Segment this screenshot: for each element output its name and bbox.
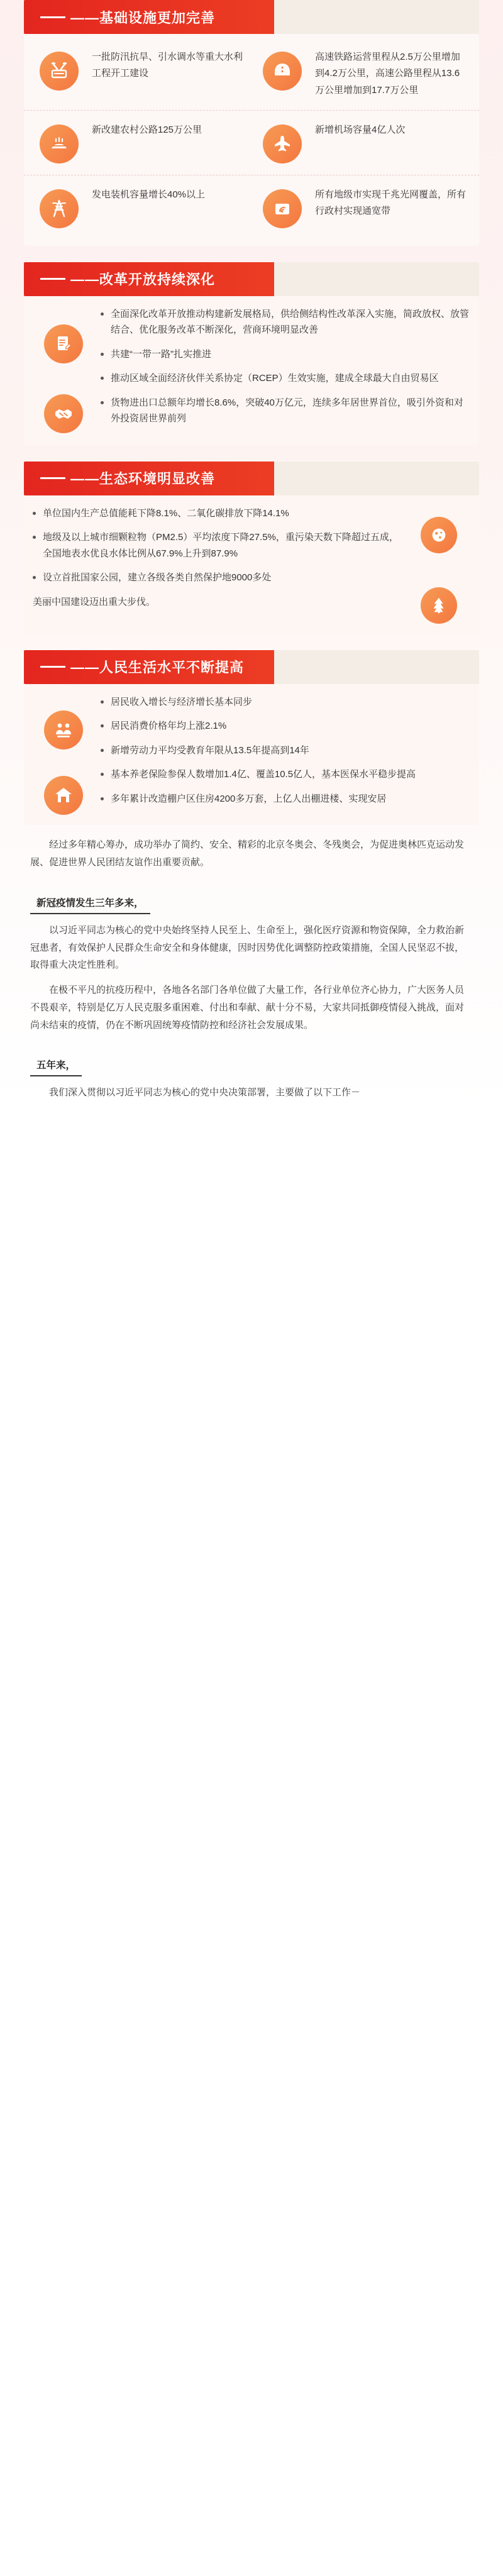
icon-cell [26,122,92,163]
item-text: 新改建农村公路125万公里 [92,124,202,135]
livelihood-content [24,684,479,826]
list-item: 基本养老保险参保人数增加1.4亿、覆盖10.5亿人，基本医保水平稳步提高 [101,766,472,783]
ecology-tail-text: 美丽中国建设迈出重大步伐。 [33,596,156,607]
house-icon [44,776,83,815]
section-title: ——生态环境明显改善 [70,471,216,487]
section-ecology [0,462,503,634]
infrastructure-cards [24,34,479,246]
section-title: ——人民生活水平不断提高 [70,660,245,676]
epidemic-heading: 新冠疫情发生三年多来， [30,883,150,914]
section-livelihood [0,650,503,1102]
banner-dash-icon [40,666,65,668]
epidemic-paragraph-1: 以习近平同志为核心的党中央始终坚持人民至上、生命至上，强化医疗资源和物资保障，全力救治新冠患者，有效保护人民群众生命安全和身体健康，因时因势优化调整防控政策措施，全国人民坚忍不拔，取得重大决定性胜利。 [30,924,465,971]
epidemic-paragraph-2: 在极不平凡的抗疫历程中，各地各名部门各单位做了大量工作，各行业单位齐心协力，广大医务人员不畏艰辛，特别是亿万人民克服多重困难、付出和奉献、献十分不易，大家共同抵御疫情侵入挑战，面对尚未结束的疫情，仍在不断巩固统筹疫情防控和经济社会发展成果。 [30,985,465,1031]
olympics-paragraph: 经过多年精心筹办，成功举办了简约、安全、精彩的北京冬奥会、冬残奥会，为促进奥林匹克运动发展、促进世界人民团结友谊作出重要贡献。 [30,839,465,868]
icon-cell [250,122,315,163]
icon-stack [26,306,101,435]
airplane-icon [263,124,302,163]
ecology-bullets [26,506,401,624]
section-banner [24,462,479,495]
banner-dash-icon [40,16,65,18]
section-banner [24,0,479,34]
list-item: 推动区域全面经济伙伴关系协定（RCEP）生效实施，建成全球最大自由贸易区 [101,370,472,387]
section-banner [24,262,479,296]
document-edit-icon [44,324,83,363]
section-title: ——基础设施更加完善 [70,9,216,26]
section-title: ——改革开放持续深化 [70,272,216,288]
report-page [0,0,503,1112]
item-text: 一批防汛抗旱、引水调水等重大水利工程开工建设 [92,52,243,79]
tools-icon [40,52,79,91]
icon-cell [250,49,315,91]
table-row [24,111,479,175]
rural-road-icon [40,124,79,163]
list-item: 居民消费价格年均上涨2.1% [101,718,472,734]
list-item: 全面深化改革开放推动构建新发展格局，供给侧结构性改革深入实施，简政放权、放管结合、优化服务改革不断深化，营商环境明显改善 [101,306,472,338]
people-icon [44,710,83,749]
banner-dash-icon [40,477,65,479]
item-text: 新增机场容量4亿人次 [315,124,406,135]
list-item: 设立首批国家公园，建立各级各类自然保护地9000多处 [33,570,401,586]
handshake-icon [44,394,83,433]
list-item: 居民收入增长与经济增长基本同步 [101,694,472,710]
five-years-heading: 五年来， [30,1045,82,1076]
list-item: 多年累计改造棚户区住房4200多万套，上亿人出棚进楼、实现安居 [101,791,472,807]
power-tower-icon [40,189,79,228]
section-banner [24,650,479,684]
reform-content [24,296,479,445]
item-text: 发电装机容量增长40%以上 [92,189,206,200]
list-item: 新增劳动力平均受教育年限从13.5年提高到14年 [101,743,472,759]
list-item: 货物进出口总额年均增长8.6%，突破40万亿元，连续多年居世界首位，吸引外资和对外投资居世界前列 [101,395,472,427]
icon-cell [26,49,92,91]
icon-cell [26,187,92,228]
item-text: 高速铁路运营里程从2.5万公里增加到4.2万公里，高速公路里程从13.6万公里增加到17.7万公里 [315,52,460,96]
icon-stack [26,694,101,815]
ecology-content [24,495,479,634]
icon-cell [250,187,315,228]
wifi-icon [263,189,302,228]
list-item: 共建“一带一路”扎实推进 [101,346,472,363]
moon-icon [421,517,457,553]
list-item: 单位国内生产总值能耗下降8.1%、二氧化碳排放下降14.1% [33,506,401,522]
section-infrastructure [0,0,503,246]
section-reform [0,262,503,445]
table-row [24,38,479,111]
icon-stack [401,506,477,624]
tree-icon [421,587,457,624]
reform-bullets [101,306,472,435]
item-text: 所有地级市实现千兆光网覆盖，所有行政村实现通宽带 [315,189,467,216]
table-row [24,175,479,240]
banner-dash-icon [40,278,65,280]
highway-icon [263,52,302,91]
livelihood-bullets [101,694,472,815]
list-item: 地级及以上城市细颗粒物（PM2.5）平均浓度下降27.5%，重污染天数下降超过五成，全国地表水优良水体比例从67.9%上升到87.9% [33,529,401,561]
five-years-paragraph: 我们深入贯彻以习近平同志为核心的党中央决策部署，主要做了以下工作－ [49,1087,361,1098]
